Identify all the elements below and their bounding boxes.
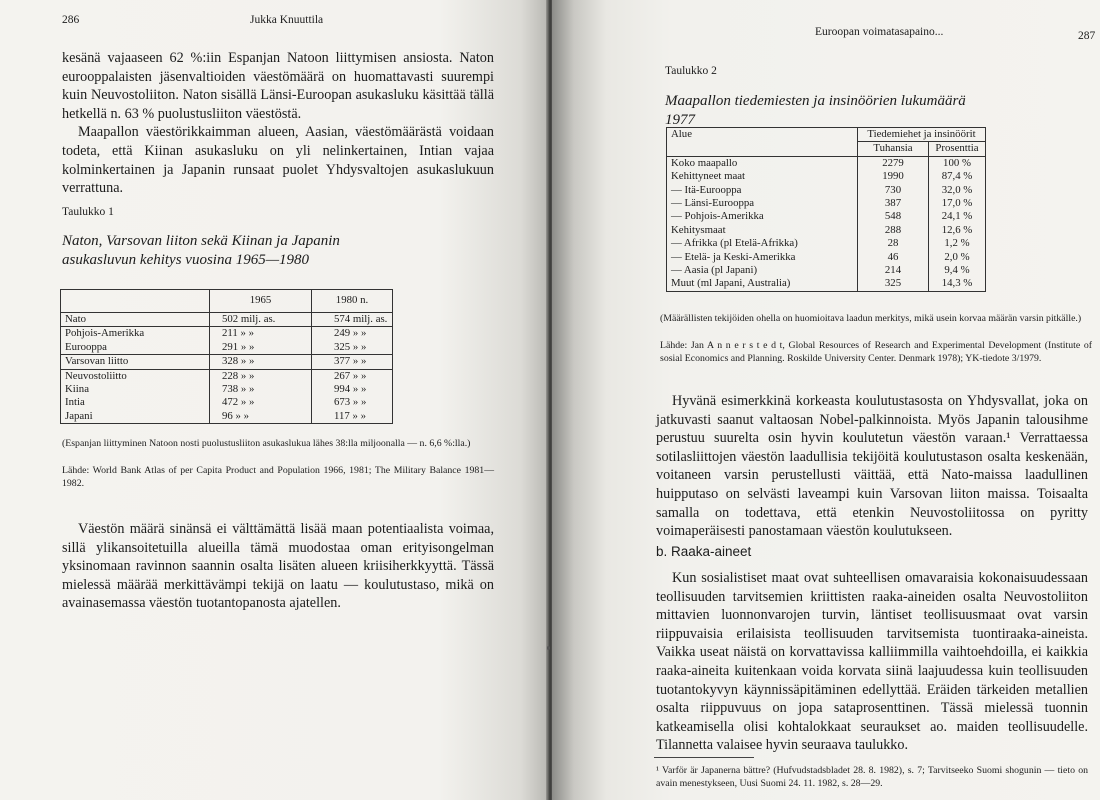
table-row <box>667 277 986 291</box>
table-header-cell: Tiedemiehet ja insinöörit <box>858 128 986 142</box>
table-cell: 17,0 % <box>941 197 973 210</box>
table-cell: Nato <box>61 313 210 327</box>
paragraph: Maapallon väestörikkaimman alueen, Aasian, väestömäärästä voidaan todeta, että Kiinan asukasluku on yli nelinkertainen, Intian vajaa kolminkertainen ja Japanin runsaat puolet Yhdysvaltojen asukaslukuun verrattuna. <box>62 124 494 197</box>
table-cell: 2,0 % <box>944 250 970 263</box>
table-row <box>667 264 986 277</box>
table-cell: 100 % <box>943 156 971 169</box>
table-note: (Määrällisten tekijöiden ohella on huomioitava laadun merkitys, mikä usein korvaa määrän varsin pitkälle.) <box>660 313 1082 324</box>
table-header-cell: Tuhansia <box>858 142 929 156</box>
table-cell: 673 » » <box>334 396 367 409</box>
table-cell: 96 » » <box>210 410 312 424</box>
table-cell: 46 <box>858 251 929 264</box>
table-label: Taulukko 2 <box>665 65 717 77</box>
table-cell: 214 <box>858 264 929 277</box>
table-row <box>667 197 986 210</box>
table-cell: 87,4 % <box>941 170 973 183</box>
table-cell: — Pohjois-Amerikka <box>667 210 858 223</box>
table-row <box>667 224 986 237</box>
table-header-cell: Prosenttia <box>929 142 986 156</box>
table-cell: 994 » » <box>334 383 367 396</box>
table-row <box>61 369 393 383</box>
paragraph: Hyvänä esimerkkinä korkeasta koulutustasosta on Yhdysvallat, joka on jatkuvasti saanut valtaosan Nobel-palkinnoista. Myös Japanin talousihme perustuu suurelta osin hyvin koulutetun väestön varaan.¹ Verrattaessa sotilasliittojen väestön laadullisia tekijöitä koulutustason osalta keskenään, voitaneen varsin perustellusti väittää, että Nato-maissa laadullinen huipputaso on selvästi laveampi kuin Varsovan liiton maissa. Toisaalta samalla on todettava, että etenkin Neuvostoliitossa on pyritty voimaperäisesti panostamaan väestön koulutukseen. <box>656 393 1088 540</box>
table-row <box>667 237 986 250</box>
table-cell: 1,2 % <box>944 237 970 250</box>
paragraph: Kun sosialistiset maat ovat suhteellisen omavaraisia kokonaisuudessaan teollisuuden tarvitsemien kriittisten raaka-aineiden osalta Neuvostoliiton mittavien luonnonvarojen turvin, läntiset teollisuusmaat ovat varsin riippuvaisia erilaisista teollisuuden tarvitsemista tuontiraaka-aineista. Vaikka useat näistä on korvattavissa kalliimmilla vaihtoehdoilla, ei kaikkia raaka-aineita kuitenkaan voida korvata siinä laajuudessa kuin teollisuuden tuotantokyvyn käynnissäpitäminen edellyttää. Eräiden tärkeiden metallien osalta riippuvuus on jopa sataprosenttinen. Tässä mielessä tuonnin katkeamisella olisi kohtalokkaat seuraukset ao. maiden teollisuudelle. Tilannetta valaisee hyvin seuraava taulukko. <box>656 570 1088 754</box>
table-header-cell: 1965 <box>210 290 312 313</box>
table-row <box>667 156 986 170</box>
table-cell: Kehittyneet maat <box>667 170 858 183</box>
table-cell: 387 <box>858 197 929 210</box>
population-table <box>60 289 393 424</box>
table-row <box>61 383 393 396</box>
table-header-row <box>667 128 986 142</box>
table-header-row <box>61 290 393 313</box>
table-cell: 502 milj. as. <box>210 313 312 327</box>
table-row <box>667 170 986 183</box>
table-row <box>61 396 393 409</box>
table-cell: 1990 <box>858 170 929 183</box>
table-cell: 211 » » <box>210 327 312 341</box>
table-cell: 325 » » <box>334 340 367 353</box>
table-cell: 291 » » <box>210 341 312 355</box>
table-cell: 377 » » <box>312 355 393 369</box>
table-cell: Intia <box>61 396 210 409</box>
table-cell: 24,1 % <box>941 210 973 223</box>
table-cell: — Itä-Eurooppa <box>667 184 858 197</box>
table-cell: Muut (ml Japani, Australia) <box>667 277 858 291</box>
table-cell: 548 <box>858 210 929 223</box>
paper-speck <box>547 646 550 650</box>
left-page <box>0 0 548 800</box>
table-cell: 249 » » <box>334 327 367 340</box>
page-number: 287 <box>1078 30 1096 42</box>
body-paragraph <box>656 569 1088 755</box>
table-label: Taulukko 1 <box>62 206 114 218</box>
body-paragraph <box>656 392 1088 541</box>
running-head: Jukka Knuuttila <box>250 14 324 26</box>
table-row <box>667 210 986 223</box>
table-cell: 328 » » <box>210 355 312 369</box>
table-note: (Espanjan liittyminen Natoon nosti puolustusliiton asukaslukua lähes 38:lla miljoonalla — n. 6,6 %:lla.) <box>62 438 471 449</box>
table-title: Maapallon tiedemiesten ja insinöörien lukumäärä 1977 <box>665 93 966 128</box>
table-cell: Varsovan liitto <box>61 355 210 369</box>
footnote-rule <box>654 757 754 758</box>
table-cell: 574 milj. as. <box>312 313 393 327</box>
table-cell: 730 <box>858 184 929 197</box>
table-row <box>667 251 986 264</box>
table-cell: 472 » » <box>210 396 312 409</box>
table-row <box>61 313 393 327</box>
table-cell: 12,6 % <box>941 223 973 236</box>
table-cell: 28 <box>858 237 929 250</box>
table-header-cell: 1980 n. <box>312 290 393 313</box>
table-cell: 2279 <box>858 156 929 170</box>
table-cell: Pohjois-Amerikka <box>61 327 210 341</box>
table-cell: 14,3 % <box>941 277 973 290</box>
table-cell: 117 » » <box>334 409 366 422</box>
table-cell: Kehitysmaat <box>667 224 858 237</box>
scientists-table <box>666 127 986 292</box>
table-cell: — Afrikka (pl Etelä-Afrikka) <box>667 237 858 250</box>
table-row <box>61 341 393 355</box>
table-cell: Kiina <box>61 383 210 396</box>
table-row <box>61 410 393 424</box>
table-row <box>61 327 393 341</box>
body-paragraphs-top <box>62 49 494 198</box>
page-number: 286 <box>62 14 80 26</box>
paragraph: kesänä vajaaseen 62 %:iin Espanjan Natoon liittymisen ansiosta. Naton eurooppalaisten jäsenvaltioiden väestömäärä on huomattavasti suurempi kuin Neuvostoliiton. Naton sisällä Länsi-Euroopan asukasluku käsittää tällä hetkellä n. 63 % puolustusliiton väestöstä. <box>62 50 494 122</box>
table-row <box>61 355 393 369</box>
running-head: Euroopan voimatasapaino... <box>815 26 944 38</box>
table-cell: 9,4 % <box>944 264 970 277</box>
table-source: Lähde: World Bank Atlas of per Capita Product and Population 1966, 1981; The Military Balance 1981—1982. <box>62 465 494 490</box>
table-cell: — Länsi-Eurooppa <box>667 197 858 210</box>
paragraph: Väestön määrä sinänsä ei välttämättä lisää maan potentiaalista voimaa, sillä ylikansoitetuilla alueilla tämä muodostaa oman erityisongelman yksinomaan ravinnon saannin osalta lisäten alueen kriisiherkkyyttä. Tässä mielessä määrää merkittävämpi tekijä on laatu — koulutustaso, mikä on avainasemassa väestön tuotantopanosta ajatellen. <box>62 521 494 612</box>
table-header-cell <box>61 290 210 313</box>
table-cell: 325 <box>858 277 929 291</box>
table-cell: — Etelä- ja Keski-Amerikka <box>667 251 858 264</box>
table-cell: 228 » » <box>210 369 312 383</box>
footnote: ¹ Varför är Japanerna bättre? (Hufvudstadsbladet 28. 8. 1982), s. 7; Tarvitseeko Suomi shogunin — tieto on avain menestykseen, Uusi Suomi 24. 11. 1982, s. 28—29. <box>656 765 1088 790</box>
table-cell: 288 <box>858 224 929 237</box>
table-cell: Eurooppa <box>61 341 210 355</box>
table-title: Naton, Varsovan liiton sekä Kiinan ja Japanin asukasluvun kehitys vuosina 1965—1980 <box>62 233 340 268</box>
table-cell: — Aasia (pl Japani) <box>667 264 858 277</box>
table-cell: 738 » » <box>210 383 312 396</box>
table-cell: 32,0 % <box>941 183 973 196</box>
table-cell: Neuvostoliitto <box>61 369 210 383</box>
section-heading: b. Raaka-aineet <box>656 544 752 559</box>
body-paragraphs-bottom <box>62 520 494 613</box>
table-row <box>667 184 986 197</box>
table-cell: Koko maapallo <box>667 156 858 170</box>
table-cell: 267 » » <box>334 369 367 382</box>
table-cell: Japani <box>61 410 210 424</box>
table-source: Lähde: Jan A n n e r s t e d t, Global Resources of Research and Experimental Development (Institute of sosial Economics and Planning. Roskilde University Center. Denmark 1978); YK-tiedote 3/1979. <box>660 340 1092 365</box>
table-header-cell: Alue <box>667 128 858 157</box>
